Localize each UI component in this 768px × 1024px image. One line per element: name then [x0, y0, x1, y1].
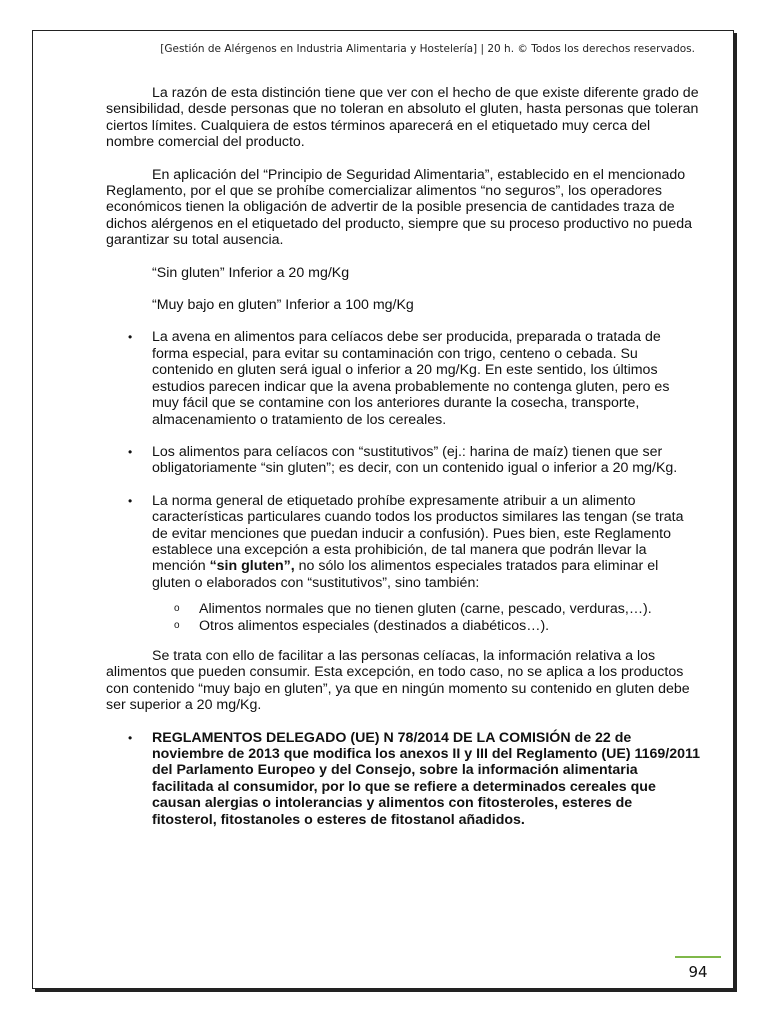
- sub-item-text: Otros alimentos especiales (destinados a diabéticos…).: [199, 617, 550, 634]
- sub-list: [152, 601, 700, 634]
- bullet-list: [106, 329, 700, 634]
- sub-item-normal-foods: [152, 601, 700, 617]
- paragraph-celiac-info: Se trata con ello de facilitar a las personas celíacas, la información relativa a los alimentos que pueden consumir. Esta excepción, en todo caso, no se aplica a los productos con contenido “muy bajo en gluten”, ya que en ningún momento su contenido en gluten debe ser superior a 20 mg/Kg.: [106, 647, 690, 714]
- list-item-oats: [106, 329, 700, 427]
- regulation-list: [106, 730, 700, 828]
- bullet-icon: •: [128, 493, 133, 508]
- list-item-labelling-rule: [106, 493, 700, 634]
- sub-item-text: Alimentos normales que no tienen gluten (carne, pescado, verduras,…).: [199, 601, 652, 618]
- paragraph-food-safety: En aplicación del “Principio de Seguridad Alimentaria”, establecido en el mencionado Reglamento, por el que se prohíbe comercializar alimentos “no seguros”, los operadores económicos tienen la obligación de advertir de la posible presencia de cantidades traza de dichos alérgenos en el etiquetado del producto, siempre que su proceso productivo no pueda garantizar su total ausencia.: [106, 166, 693, 249]
- sin-gluten-emphasis: “sin gluten”,: [209, 558, 295, 575]
- bullet-icon: •: [128, 330, 133, 345]
- paragraph-distinction: La razón de esta distinción tiene que ver con el hecho de que existe diferente grado de sensibilidad, desde personas que no toleran en absoluto el gluten, hasta personas que toleran ciertos límites. Cualquiera de estos términos aparecerá en el etiquetado muy cerca del nombre comercial del producto.: [106, 85, 699, 151]
- list-item-substitutes: [106, 444, 700, 477]
- list-item-text: La avena en alimentos para celíacos debe ser producida, preparada o tratada de forma especial, para evitar su contaminación con trigo, centeno o cebada. Su contenido en gluten será igual o inferior a 20 mg/Kg. En este sentido, los últimos estudios parecen indicar que la avena probablemente no contenga gluten, pero es muy fácil que se contamine con los anteriores durante la cosecha, transporte, almacenamiento o tratamiento de los cereales.: [152, 329, 670, 428]
- very-low-gluten-threshold: “Muy bajo en gluten” Inferior a 100 mg/Kg: [152, 297, 414, 314]
- labelling-text-start: La norma general de etiquetado prohíbe expresamente atribuir a un alimento características particulares cuando todos los productos similares las tengan (se trata de evitar menciones que puedan inducir a confusión). Pues bien, este Reglamento establece una excepción a esta prohibición, de tal manera que podrán llevar la mención: [152, 492, 684, 575]
- bullet-icon: •: [128, 444, 133, 459]
- page-body: [106, 85, 700, 844]
- list-item-text: [152, 493, 684, 591]
- page-number: 94: [688, 963, 708, 981]
- bullet-icon: •: [128, 730, 133, 745]
- list-item-regulation: [106, 730, 700, 828]
- footer-divider: [675, 956, 721, 958]
- sub-item-special-foods: [152, 618, 700, 634]
- labelling-text-end: no sólo los alimentos especiales tratados para eliminar el gluten o elaborados con “sustitutivos”, sino también:: [152, 558, 659, 591]
- page-frame: [32, 30, 734, 989]
- page-header: [Gestión de Alérgenos en Industria Alimentaria y Hostelería] | 20 h. © Todos los derechos reservados.: [160, 43, 695, 55]
- circle-bullet-icon: o: [174, 603, 180, 615]
- list-item-text: Los alimentos para celíacos con “sustitutivos” (ej.: harina de maíz) tienen que ser obligatoriamente “sin gluten”; es decir, con un contenido igual o inferior a 20 mg/Kg.: [152, 443, 678, 477]
- regulation-title: REGLAMENTOS DELEGADO (UE) N 78/2014 DE LA COMISIÓN de 22 de noviembre de 2013 que modifica los anexos II y III del Reglamento (UE) 1169/2011 del Parlamento Europeo y del Consejo, sobre la información alimentaria facilitada al consumidor, por lo que se refiere a determinados cereales que causan alergias o intolerancias y alimentos con fitosteroles, esteres de fitosterol, fitostanoles o esteres de fitostanol añadidos.: [152, 729, 701, 828]
- circle-bullet-icon: o: [174, 619, 180, 631]
- gluten-free-threshold: “Sin gluten” Inferior a 20 mg/Kg: [152, 264, 350, 281]
